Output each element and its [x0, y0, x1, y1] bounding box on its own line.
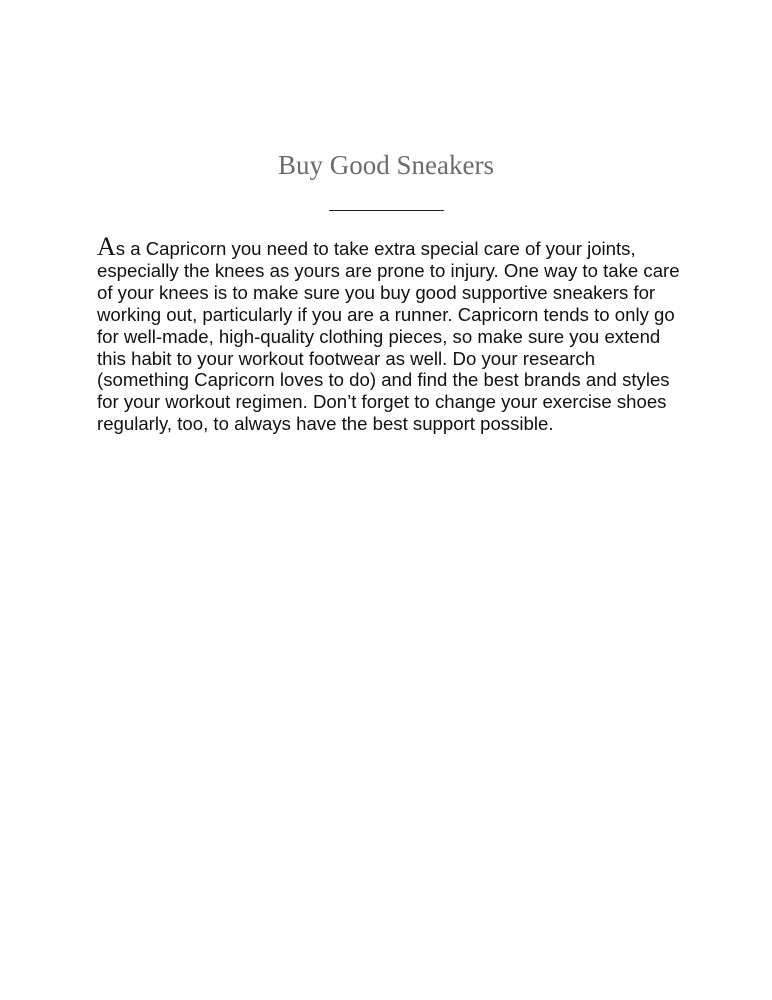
drop-cap-letter: A — [97, 232, 116, 261]
body-paragraph — [97, 232, 687, 435]
page-title: Buy Good Sneakers — [278, 150, 494, 180]
paragraph-text: s a Capricorn you need to take extra special care of your joints, especially the knees as yours are prone to injury. One way to take care of your knees is to make sure you buy good supportive sneakers for working out, particularly if you are a runner. Capricorn tends to only go for well-made, high-quality clothing pieces, so make sure you extend this habit to your workout footwear as well. Do your research (something Capricorn loves to do) and find the best brands and styles for your workout regimen. Don’t forget to change your exercise shoes regularly, too, to always have the best support possible. — [97, 238, 680, 435]
title-divider — [329, 210, 444, 211]
